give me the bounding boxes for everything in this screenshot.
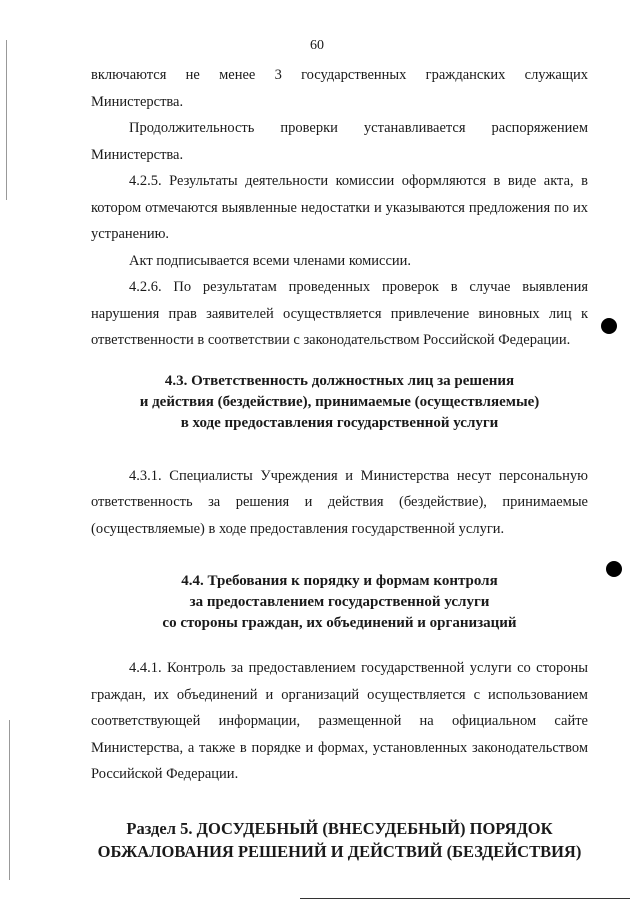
heading-line: и действия (бездействие), принимаемые (осуществляемые) xyxy=(139,393,540,410)
punch-hole-mark xyxy=(606,561,622,577)
heading-section-5 xyxy=(91,817,588,863)
scan-margin-line xyxy=(9,720,10,880)
document-body xyxy=(91,62,588,863)
punch-hole-mark xyxy=(601,318,617,334)
scan-margin-line xyxy=(6,40,7,200)
heading-line: ОБЖАЛОВАНИЯ РЕШЕНИЙ И ДЕЙСТВИЙ (БЕЗДЕЙСТВИЯ) xyxy=(97,841,582,861)
paragraph-inspection-duration: Продолжительность проверки устанавливается распоряжением Министерства. xyxy=(91,120,588,163)
paragraph-act-signing: Акт подписывается всеми членами комиссии. xyxy=(129,252,412,269)
paragraph-commission-composition: включаются не менее 3 государственных гражданских служащих Министерства. xyxy=(91,67,588,110)
heading-line: Раздел 5. ДОСУДЕБНЫЙ (ВНЕСУДЕБНЫЙ) ПОРЯДОК xyxy=(126,818,553,838)
heading-line: со стороны граждан, их объединений и организаций xyxy=(162,615,517,631)
heading-4-4 xyxy=(91,571,588,634)
heading-4-3 xyxy=(91,371,588,434)
paragraph-4-4-1: 4.4.1. Контроль за предоставлением государственной услуги со стороны граждан, их объединений и организаций осуществляется с использованием соответствующей информации, размещенной на официальном сайте Министерства, а также в порядке и формах, установленных законодательством Российской Федерации. xyxy=(91,660,588,782)
heading-line: 4.3. Ответственность должностных лиц за решения xyxy=(164,372,515,389)
heading-line: 4.4. Требования к порядку и формам контроля xyxy=(181,573,498,589)
scan-bottom-edge xyxy=(300,898,630,899)
paragraph-4-2-6: 4.2.6. По результатам проведенных проверок в случае выявления нарушения прав заявителей осуществляется привлечение виновных лиц к ответственности в соответствии с законодательством Российской Федерации. xyxy=(91,279,588,348)
page-number: 60 xyxy=(310,38,324,53)
heading-line: в ходе предоставления государственной услуги xyxy=(180,414,499,431)
heading-line: за предоставлением государственной услуги xyxy=(189,594,490,610)
paragraph-4-3-1: 4.3.1. Специалисты Учреждения и Министерства несут персональную ответственность за решения и действия (бездействие), принимаемые (осуществляемые) в ходе предоставления государственной услуги. xyxy=(91,467,588,537)
paragraph-4-2-5: 4.2.5. Результаты деятельности комиссии оформляются в виде акта, в котором отмечаются выявленные недостатки и указываются предложения по их устранению. xyxy=(91,173,588,242)
